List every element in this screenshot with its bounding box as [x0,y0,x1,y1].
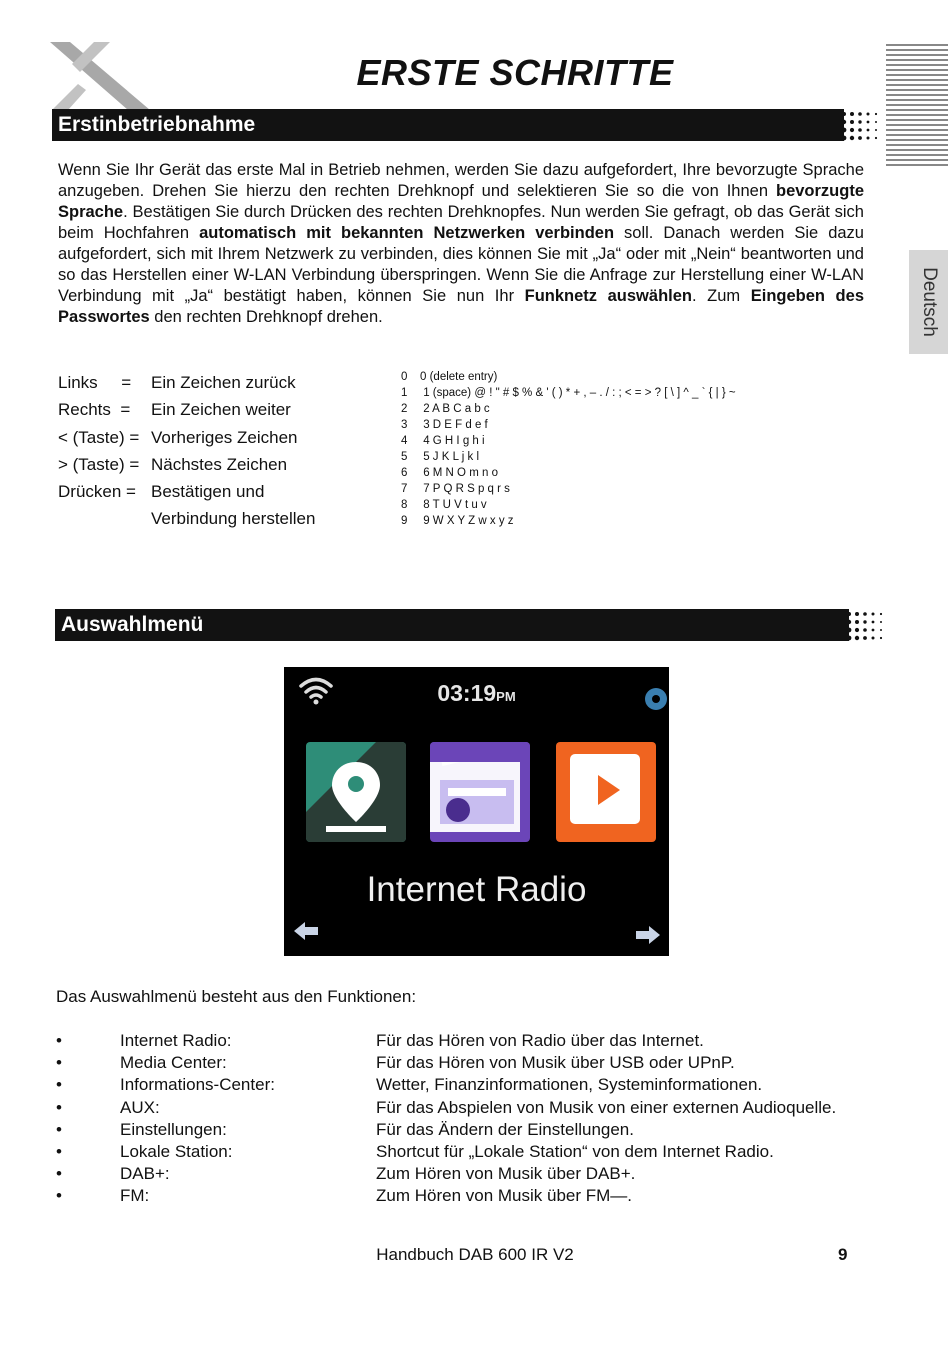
decorative-stripes [886,44,948,172]
key-row: < (Taste) = Vorheriges Zeichen [58,427,298,447]
page-title: ERSTE SCHRITTE [356,52,674,93]
clock-time: 03:19 [437,680,497,706]
char-row: 1 1 (space) @ ! " # $ % & ' ( ) * + , – . / : ; < = > ? [ \ ] ^ _ ` { | } ~ [401,387,736,399]
section-heading: Auswahlmenü [61,613,204,636]
brand-logo [50,42,150,110]
clock [284,680,669,707]
char-row: 5 5 J K L j k l [401,451,480,463]
character-table [401,369,736,529]
key-legend [58,369,315,533]
function-intro: Das Auswahlmenü besteht aus den Funktionen: [56,987,417,1006]
char-row: 9 9 W X Y Z w x y z [401,515,514,527]
char-row: 4 4 G H I g h i [401,435,485,447]
list-item: • FM: Zum Hören von Musik über FM—. [56,1186,633,1206]
arrow-left-icon[interactable] [292,919,320,943]
char-row: 8 8 T U V t u v [401,499,487,511]
list-item: • DAB+: Zum Hören von Musik über DAB+. [56,1164,636,1184]
status-icon [644,685,668,713]
dot-pattern-icon [840,109,880,141]
clock-ampm: PM [496,689,516,704]
intro-paragraph: Wenn Sie Ihr Gerät das erste Mal in Betrieb nehmen, werden Sie dazu aufgefordert, Ihre bevorzugte Sprache anzugeben. Drehen Sie hierzu den rechten Drehknopf und selektieren Sie so die von Ihnen bevorzugte Sprache. Bestätigen Sie durch Drücken des rechten Drehknopfes. Nun werden Sie gefragt, ob das Gerät sich beim Hochfahren automatisch mit bekannten Netzwerken verbinden soll. Danach werden Sie dazu aufgefordert, sich mit Ihrem Netzwerk zu verbinden, dies können Sie mit „Ja“ oder mit „Nein“ beantworten und so das Herstellen einer W-LAN Verbindung überspringen. Wenn Sie die Anfrage zur Herstellung einer W-LAN Verbindung mit „Ja“ bestätigt haben, können Sie nun Ihr Funknetz auswählen. Zum Eingeben des Passwortes den rechten Drehknopf drehen. [58,161,864,326]
section-bar-erstinbetriebnahme [52,109,880,141]
char-row: 6 6 M N O m n o [401,467,498,479]
play-icon [556,742,656,842]
key-row: Verbindung herstellen [151,509,316,529]
char-row: 3 3 D E F d e f [401,419,488,431]
key-row: Rechts = Ein Zeichen weiter [58,400,291,420]
device-screen [284,667,669,956]
internet-radio-tile[interactable] [430,742,530,842]
list-item: • Media Center: Für das Hören von Musik über USB oder UPnP. [56,1053,735,1073]
language-tab-label: Deutsch [918,267,940,337]
section-heading: Erstinbetriebnahme [58,113,256,136]
location-pin-icon [306,742,406,842]
key-row: Drücken = Bestätigen und [58,482,265,502]
list-item: • Informations-Center: Wetter, Finanzinformationen, Systeminformationen. [56,1075,763,1095]
language-tab [909,250,948,354]
footer-title: Handbuch DAB 600 IR V2 [376,1245,574,1264]
section-bar-auswahlmenue [55,609,885,641]
list-item: • Internet Radio: Für das Hören von Radio über das Internet. [56,1031,704,1050]
char-row: 7 7 P Q R S p q r s [401,483,510,495]
list-item: • Lokale Station: Shortcut für „Lokale Station“ von dem Internet Radio. [56,1142,774,1162]
arrow-right-icon[interactable] [634,923,662,947]
media-center-tile[interactable] [556,742,656,842]
key-row: Links = Ein Zeichen zurück [58,373,296,392]
char-row: 2 2 A B C a b c [401,403,490,415]
local-station-tile[interactable] [306,742,406,842]
selected-menu-label: Internet Radio [366,870,587,909]
function-list [56,1030,836,1208]
dot-pattern-icon [845,609,885,641]
radio-icon [430,742,530,842]
list-item: • Einstellungen: Für das Ändern der Einstellungen. [56,1119,634,1139]
page-number: 9 [838,1245,848,1264]
char-row: 0 0 (delete entry) [401,371,498,383]
list-item: • AUX: Für das Abspielen von Musik von einer externen Audioquelle. [56,1097,837,1117]
key-row: > (Taste) = Nächstes Zeichen [58,454,288,474]
